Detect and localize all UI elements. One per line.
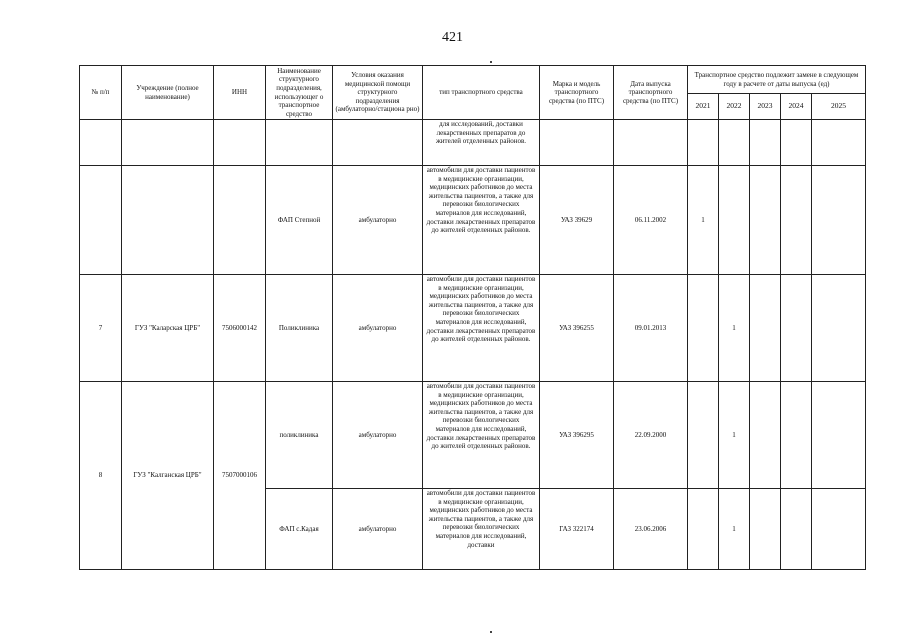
vehicle-type-text: автомобили для доставки пациентов в медицинские организации, медицинских работников до места жительства пациентов, а также для перевозки биологических материалов для исследований, доставки лекарственных препаратов до жителей отделенных районов. xyxy=(426,166,536,235)
cell-num xyxy=(80,120,122,166)
cell-institution: ГУЗ "Каларская ЦРБ" xyxy=(122,275,214,382)
cell-model: ГАЗ 322174 xyxy=(540,489,614,570)
cell-2025 xyxy=(812,275,866,382)
cell-2022 xyxy=(719,166,750,275)
cell-inn: 7506000142 xyxy=(214,275,266,382)
vehicle-type-text: для исследований, доставки лекарственных препаратов до жителей отделенных районов. xyxy=(435,120,527,146)
vehicle-type-text: автомобили для доставки пациентов в медицинские организации, медицинских работников до места жительства пациентов, а также для перевозки биологических материалов для исследований, доставки лекарственных препаратов до жителей отделенных районов. xyxy=(426,382,536,451)
cell-2021 xyxy=(688,120,719,166)
cell-2023 xyxy=(750,166,781,275)
cell-2022: 1 xyxy=(719,275,750,382)
cell-unit xyxy=(266,120,333,166)
cell-2023 xyxy=(750,382,781,489)
header-year: 2024 xyxy=(781,94,812,120)
header-unit: Наименование структурного подразделения, использующег о транспортное средство xyxy=(266,66,333,120)
header-replacement: Транспортное средство подлежит замене в следующем году в расчете от даты выпуска (ед) xyxy=(688,66,866,94)
cell-conditions: амбулаторно xyxy=(333,489,423,570)
cell-2023 xyxy=(750,489,781,570)
cell-unit: ФАП Степной xyxy=(266,166,333,275)
cell-inn xyxy=(214,166,266,275)
header-conditions: Условия оказания медицинской помощи структурного подразделения (амбулаторно/стациона рно) xyxy=(333,66,423,120)
cell-institution: ГУЗ "Калганская ЦРБ" xyxy=(122,382,214,570)
cell-2022: 1 xyxy=(719,382,750,489)
cell-model: УАЗ 396255 xyxy=(540,275,614,382)
cell-2022 xyxy=(719,120,750,166)
header-year: 2025 xyxy=(812,94,866,120)
cell-conditions: амбулаторно xyxy=(333,382,423,489)
cell-2023 xyxy=(750,120,781,166)
cell-2024 xyxy=(781,489,812,570)
table-row xyxy=(80,382,866,489)
header-num: № п/п xyxy=(80,66,122,120)
cell-model xyxy=(540,120,614,166)
cell-inn xyxy=(214,120,266,166)
cell-2023 xyxy=(750,275,781,382)
cell-inn: 7507000106 xyxy=(214,382,266,570)
cell-release-date: 22.09.2000 xyxy=(614,382,688,489)
transport-register-table xyxy=(79,65,866,570)
cell-2021 xyxy=(688,275,719,382)
cell-num: 7 xyxy=(80,275,122,382)
cell-vehicle-type xyxy=(423,166,540,275)
table-row xyxy=(80,120,866,166)
cell-unit: поликлиника xyxy=(266,382,333,489)
vehicle-type-text: автомобили для доставки пациентов в медицинские организации, медицинских работников до места жительства пациентов, а также для перевозки биологических материалов для исследований, доставки лекарственных препаратов до жителей отделенных районов. xyxy=(426,275,536,344)
cell-vehicle-type xyxy=(423,120,540,166)
scan-dot xyxy=(490,631,492,633)
cell-release-date xyxy=(614,120,688,166)
page-number: 421 xyxy=(442,30,463,45)
cell-release-date: 06.11.2002 xyxy=(614,166,688,275)
table-row xyxy=(80,166,866,275)
cell-2021: 1 xyxy=(688,166,719,275)
cell-2025 xyxy=(812,120,866,166)
cell-institution xyxy=(122,166,214,275)
scan-dot xyxy=(490,61,492,63)
cell-unit: Поликлиника xyxy=(266,275,333,382)
cell-num: 8 xyxy=(80,382,122,570)
cell-2025 xyxy=(812,382,866,489)
cell-2022: 1 xyxy=(719,489,750,570)
cell-2024 xyxy=(781,382,812,489)
header-year: 2023 xyxy=(750,94,781,120)
header-release-date: Дата выпуска транспортного средства (по ПТС) xyxy=(614,66,688,120)
cell-conditions: амбулаторно xyxy=(333,166,423,275)
cell-unit: ФАП с.Кадая xyxy=(266,489,333,570)
cell-release-date: 09.01.2013 xyxy=(614,275,688,382)
cell-2021 xyxy=(688,489,719,570)
header-inn: ИНН xyxy=(214,66,266,120)
header-vehicle-type: тип транспортного средства xyxy=(423,66,540,120)
cell-vehicle-type xyxy=(423,382,540,489)
header-year: 2022 xyxy=(719,94,750,120)
cell-conditions: амбулаторно xyxy=(333,275,423,382)
cell-2025 xyxy=(812,166,866,275)
header-year: 2021 xyxy=(688,94,719,120)
cell-2025 xyxy=(812,489,866,570)
cell-conditions xyxy=(333,120,423,166)
cell-vehicle-type xyxy=(423,275,540,382)
cell-model: УАЗ 396295 xyxy=(540,382,614,489)
cell-num xyxy=(80,166,122,275)
cell-2021 xyxy=(688,382,719,489)
cell-vehicle-type xyxy=(423,489,540,570)
cell-2024 xyxy=(781,166,812,275)
cell-institution xyxy=(122,120,214,166)
cell-release-date: 23.06.2006 xyxy=(614,489,688,570)
table-row xyxy=(80,275,866,382)
cell-2024 xyxy=(781,275,812,382)
cell-2024 xyxy=(781,120,812,166)
header-row xyxy=(80,66,866,94)
vehicle-type-text: автомобили для доставки пациентов в медицинские организации, медицинских работников до места жительства пациентов, а также для перевозки биологических материалов для исследований, доставки xyxy=(426,489,536,549)
header-model: Марка и модель транспортного средства (по ПТС) xyxy=(540,66,614,120)
header-institution: Учреждение (полное наименование) xyxy=(122,66,214,120)
cell-model: УАЗ 39629 xyxy=(540,166,614,275)
